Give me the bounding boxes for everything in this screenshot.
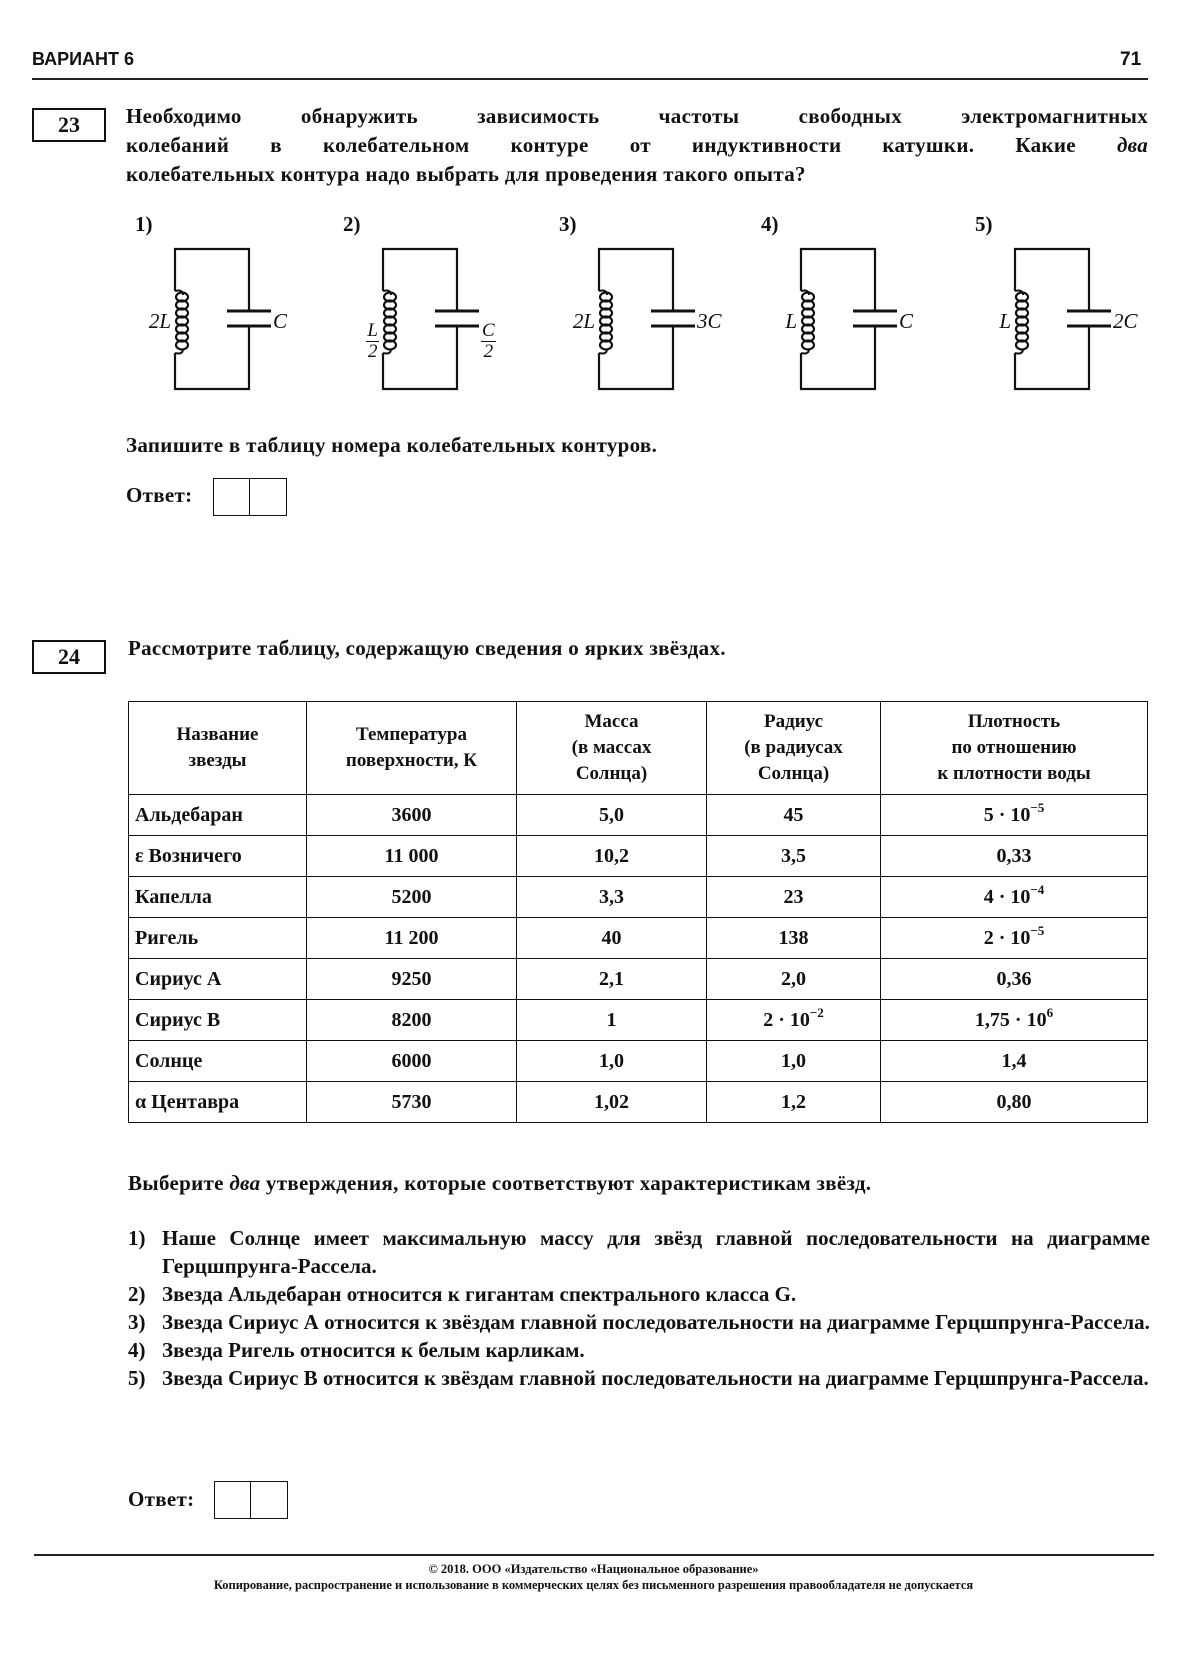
inductance-label: L [999,309,1011,333]
statement-item [128,1308,1150,1336]
table-cell [707,1000,881,1041]
mantissa: 2 · 10 [763,1008,810,1031]
statement-text: Звезда Альдебаран относится к гигантам спектрального класса G. [162,1282,797,1306]
mantissa: 2 · 10 [983,926,1031,949]
table-cell: 1 [517,1000,707,1041]
mantissa: 5 · 10 [983,803,1031,826]
header-line: (в радиусах [744,737,843,758]
table-cell: 11 000 [307,836,517,877]
circuit-2 [328,212,518,402]
table-cell [881,877,1148,918]
table-cell: Сириус В [129,1000,307,1041]
prompt-emph: два [229,1171,261,1195]
table-cell: Ригель [129,918,307,959]
q23-line-3: колебательных контура надо выбрать для проведения такого опыта? [126,162,806,186]
column-header [517,702,707,795]
table-cell: 45 [707,795,881,836]
page-number: 71 [1120,49,1142,70]
circuit-number: 2) [343,212,361,236]
inductance-label: L [785,309,797,333]
statement-number: 2) [128,1282,146,1306]
table-cell: 1,0 [707,1041,881,1082]
q23-line-2-text: колебаний в колебательном контуре от индуктивности катушки. Какие [126,133,1117,157]
table-cell [881,1000,1148,1041]
table-cell: 3,3 [517,877,707,918]
mantissa: 1,75 · 10 [974,1008,1047,1031]
answer-cell-2[interactable] [251,1481,288,1519]
exponent: −5 [1030,799,1045,815]
capacitance-label: 2C [1113,309,1138,333]
footer-rule [34,1554,1154,1556]
q23-instruction: Запишите в таблицу номера колебательных контуров. [126,433,658,457]
statement-text: Звезда Ригель относится к белым карликам. [162,1338,585,1362]
statement-text: Звезда Сириус А относится к звёздам главной последовательности на диаграмме Герцшпрунга-Рассела. [162,1310,1150,1334]
circuit-number: 3) [559,212,577,236]
table-cell: 2,1 [517,959,707,1000]
variant-label: ВАРИАНТ 6 [32,49,135,69]
q24-prompt [128,1169,871,1198]
header-line: Плотность [967,711,1061,732]
header-line: Солнца) [575,763,648,784]
column-header [307,702,517,795]
inductance-label: 2L [148,309,171,333]
header-line: поверхности, К [345,750,478,771]
inductance-label [366,317,379,362]
statement-item [128,1336,1150,1364]
exponent: −2 [809,1004,824,1020]
table-cell: 5730 [307,1082,517,1123]
answer-cell-1[interactable] [213,478,250,516]
q23-answer-label: Ответ: [126,483,193,507]
q23-line-1: Необходимо обнаружить зависимость частоты свободных электромагнитных [126,104,1148,128]
mantissa: 4 · 10 [983,885,1031,908]
statement-number: 3) [128,1310,146,1334]
circuit-number: 4) [761,212,779,236]
table-cell: α Центавра [129,1082,307,1123]
table-row [129,795,1148,836]
statement-item [128,1364,1150,1392]
circuit-3 [544,212,734,402]
header-line: к плотности воды [937,763,1091,784]
table-cell: 2,0 [707,959,881,1000]
q23-emph: два [1116,133,1148,157]
circuit-1 [120,212,310,402]
statements-list [128,1224,1150,1392]
footer-notice: Копирование, распространение и использование в коммерческих целях без письменного разрешения правообладателя не допускается [213,1578,974,1592]
exponent: 6 [1046,1004,1054,1020]
table-row [129,1041,1148,1082]
header-line: звезды [188,750,247,771]
prompt-text-end: утверждения, которые соответствуют характеристикам звёзд. [260,1171,872,1195]
capacitance-label: C [899,309,914,333]
table-row [129,1082,1148,1123]
table-cell: ε Возничего [129,836,307,877]
table-cell: 40 [517,918,707,959]
footer-copyright: © 2018. ООО «Издательство «Национальное образование» [428,1562,759,1576]
fraction-denominator: 2 [483,341,494,362]
q23-line-2 [126,131,1148,160]
table-cell: 1,0 [517,1041,707,1082]
fraction-numerator: C [482,320,495,341]
column-header [707,702,881,795]
statement-text: Звезда Сириус В относится к звёздам главной последовательности на диаграмме Герцшпрунга-Рассела. [162,1366,1149,1390]
header-line: Температура [356,724,467,745]
table-cell: 8200 [307,1000,517,1041]
header-line: Солнца) [757,763,830,784]
table-row [129,1000,1148,1041]
q24-answer-field[interactable] [214,1481,288,1519]
column-header [881,702,1148,795]
statement-number: 1) [128,1226,146,1250]
capacitance-label: C [273,309,288,333]
table-cell: 3,5 [707,836,881,877]
table-cell: 23 [707,877,881,918]
table-cell [881,795,1148,836]
table-row [129,959,1148,1000]
table-cell: Сириус А [129,959,307,1000]
circuit-4 [746,212,936,402]
table-cell: 5,0 [517,795,707,836]
table-cell: 5200 [307,877,517,918]
table-cell: Солнце [129,1041,307,1082]
table-cell: 6000 [307,1041,517,1082]
table-cell: 9250 [307,959,517,1000]
table-header-row [129,702,1148,795]
header-line: Масса [584,711,639,732]
question-number-24: 24 [32,640,106,674]
table-row [129,877,1148,918]
statement-number: 4) [128,1338,146,1362]
table-row [129,918,1148,959]
header-line: Название [176,724,259,745]
table-cell: 0,33 [881,836,1148,877]
header-line: Радиус [763,711,823,732]
header-line: (в массах [571,737,652,758]
table-cell: 11 200 [307,918,517,959]
table-cell: 1,2 [707,1082,881,1123]
statement-text: Наше Солнце имеет максимальную массу для звёзд главной последовательности на диаграмме Герцшпрунга-Рассела. [162,1226,1150,1278]
table-row [129,836,1148,877]
q24-intro: Рассмотрите таблицу, содержащую сведения о ярких звёздах. [128,636,726,660]
stars-table [128,701,1148,1123]
table-cell: 3600 [307,795,517,836]
column-header [129,702,307,795]
exponent: −5 [1030,922,1045,938]
table-cell: 0,36 [881,959,1148,1000]
header-line: по отношению [951,737,1077,758]
table-cell: 1,4 [881,1041,1148,1082]
capacitance-label: 3C [697,309,722,333]
table-cell: 0,80 [881,1082,1148,1123]
statement-item [128,1280,1150,1308]
statement-item [128,1224,1150,1280]
fraction-denominator: 2 [367,341,378,362]
table-cell: 10,2 [517,836,707,877]
statement-number: 5) [128,1366,146,1390]
table-cell: Альдебаран [129,795,307,836]
fraction-numerator: L [367,320,378,341]
table-cell: Капелла [129,877,307,918]
inductance-label: 2L [572,309,595,333]
answer-cell-2[interactable] [250,478,287,516]
table-cell: 138 [707,918,881,959]
circuit-5 [960,212,1150,402]
prompt-text: Выберите [128,1171,230,1195]
exponent: −4 [1030,881,1045,897]
table-cell [881,918,1148,959]
header-rule [32,78,1148,80]
capacitance-label [481,317,496,362]
table-cell: 1,02 [517,1082,707,1123]
circuit-number: 1) [135,212,153,236]
q24-answer-label: Ответ: [128,1487,195,1511]
question-number-23: 23 [32,108,106,142]
circuit-number: 5) [975,212,993,236]
answer-cell-1[interactable] [214,1481,251,1519]
q23-answer-field[interactable] [213,478,287,516]
